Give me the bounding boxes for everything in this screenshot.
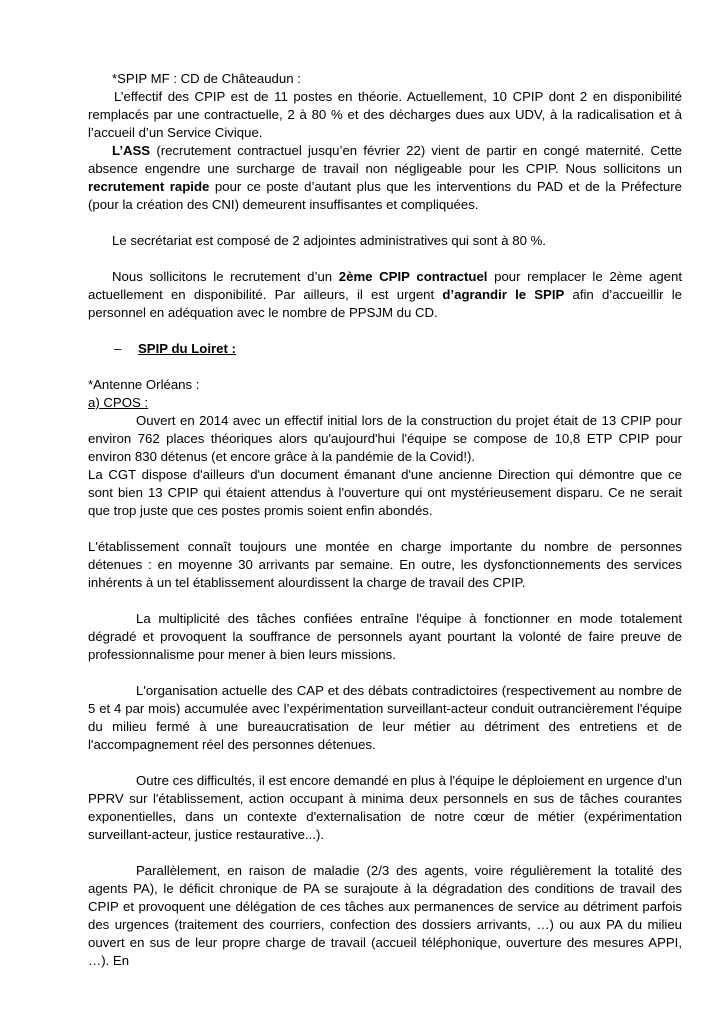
paragraph-ass: L’ASS (recrutement contractuel jusqu’en février 22) vient de partir en congé maternité. Cette absence engendre une surcharge de travail non négligeable pour les CPIP. Nous sollicitons un recrutement rapide pour ce poste d’autant plus que les interventions du PAD et de la Préfecture (pour la création des CNI) demeurent insuffisantes et compliquées. — [88, 143, 682, 212]
ass-label: L’ASS — [112, 143, 151, 158]
section-heading-loiret — [114, 340, 682, 358]
section-dash: – — [114, 341, 122, 356]
paragraph-maladie: Parallèlement, en raison de maladie (2/3 des agents, voire régulièrement la totalité des agents PA), le déficit chronique de PA se surajoute à la dégradation des conditions de travail des CPIP et provoquent une délégation de ces tâches aux permanences de service au détriment parfois des urgences (traitement des courriers, confection des dossiers arrivants, …) ou aux PA du milieu ouvert en sus de leur propre charge de travail (accueil téléphonique, ouverture des mesures APPI, …). En — [88, 863, 682, 968]
paragraph-cgt: La CGT dispose d'ailleurs d'un document émanant d'une ancienne Direction qui démontre que ce sont bien 13 CPIP qui étaient attendus à l'ouverture qui ont mystérieusement disparu. Ce ne serait que trop juste que ces postes promis soient enfin abondés. — [88, 467, 682, 518]
paragraph-ouverture: Ouvert en 2014 avec un effectif initial lors de la construction du projet était de 13 CPIP pour environ 762 places théoriques alors qu'aujourd'hui l'équipe se compose de 10,8 ETP CPIP pour environ 830 détenus (et encore grâce à la pandémie de la Covid!). — [88, 413, 682, 464]
antenne-heading: *Antenne Orléans : — [88, 377, 200, 392]
paragraph-effectif: L’effectif des CPIP est de 11 postes en théorie. Actuellement, 10 CPIP dont 2 en disponibilité remplacés par une contractuelle, 2 à 80 % et des décharges dues aux UDV, à la radicalisation et à l’accueil d’un Service Civique. — [88, 89, 682, 140]
agrandir-spip: d’agrandir le SPIP — [442, 287, 565, 302]
paragraph-etablissement: L'établissement connaît toujours une montée en charge importante du nombre de personnes détenues : en moyenne 30 arrivants par semaine. En outre, les dysfonctionnements des services inhérents à un tel établissement alourdissent la charge de travail des CPIP. — [88, 539, 682, 590]
section-title: SPIP du Loiret : — [138, 341, 236, 356]
recrutement-rapide: recrutement rapide — [88, 179, 210, 194]
paragraph-organisation: L'organisation actuelle des CAP et des débats contradictoires (respectivement au nombre de 5 et 4 par mois) accumulée avec l’expérimentation surveillant-acteur conduit outrancièrement l'équipe du milieu fermé à une bureaucratisation de leur métier au détriment des entretiens et de l'accompagnement réel des personnes détenues. — [88, 683, 682, 752]
paragraph-recrutement: Nous sollicitons le recrutement d’un 2ème CPIP contractuel pour remplacer le 2ème agent actuellement en disponibilité. Par ailleurs, il est urgent d’agrandir le SPIP afin d’accueillir le personnel en adéquation avec le nombre de PPSJM du CD. — [88, 269, 682, 320]
cpip-contractuel: 2ème CPIP contractuel — [338, 269, 488, 284]
paragraph-secretariat: Le secrétariat est composé de 2 adjointes administratives qui sont à 80 %. — [112, 233, 546, 248]
subsection-heading: a) CPOS : — [88, 395, 149, 410]
paragraph-difficultes: Outre ces difficultés, il est encore demandé en plus à l'équipe le déploiement en urgence d'un PPRV sur l'établissement, action occupant à minima deux personnels en sus de tâches courantes exponentielles, dans un contexte d'externalisation de notre cœur de métier (expérimentation surveillant-acteur, justice restaurative...). — [88, 773, 682, 842]
paragraph-multiplicite: La multiplicité des tâches confiées entraîne l'équipe à fonctionner en mode totalement dégradé et provoquent la souffrance de personnels ayant pourtant la volonté de faire preuve de professionnalisme pour mener à bien leurs missions. — [88, 611, 682, 662]
heading-chateaudun: *SPIP MF : CD de Châteaudun : — [112, 71, 301, 86]
